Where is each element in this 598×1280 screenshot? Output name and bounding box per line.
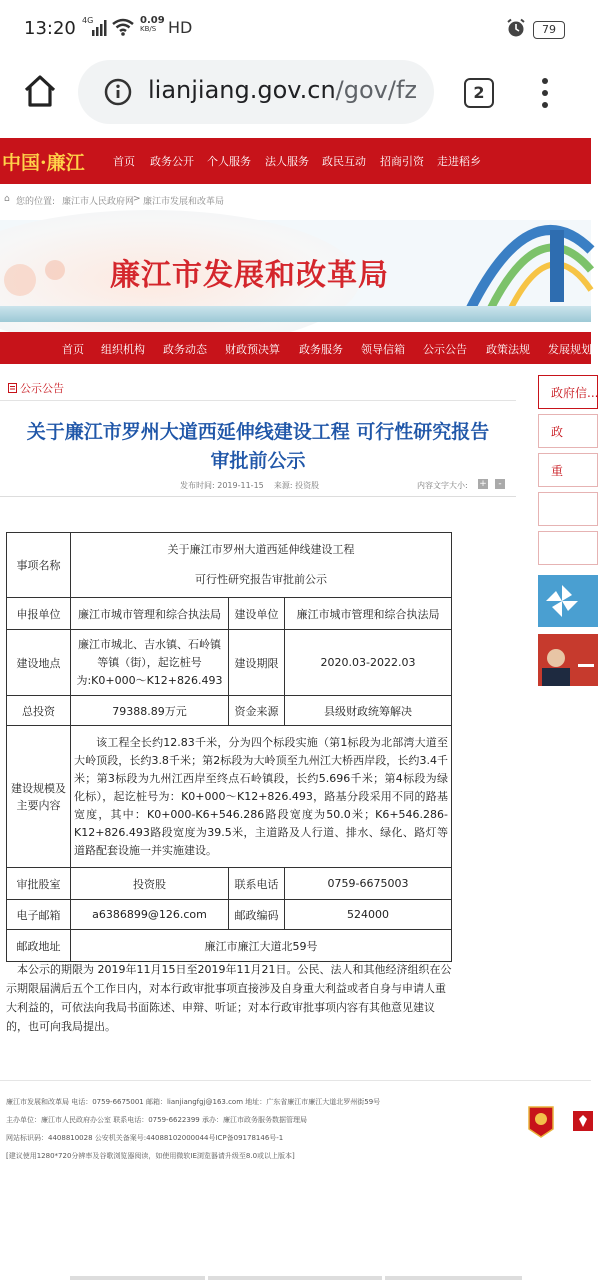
sidebar-item-gov-info[interactable]: 政府信...: [538, 375, 598, 409]
subnav-budget[interactable]: 财政预决算: [225, 343, 280, 356]
topnav-investment[interactable]: 招商引资: [380, 155, 424, 168]
subnav-home[interactable]: 首页: [62, 343, 84, 356]
table-row: [7, 533, 452, 598]
table-cell-value: 2020.03-2022.03: [285, 630, 452, 696]
table-row: [7, 900, 452, 930]
table-cell-value: 县级财政统筹解决: [285, 696, 452, 726]
site-info-icon[interactable]: [104, 78, 132, 106]
divider: [0, 496, 516, 497]
section-header: [0, 376, 516, 401]
table-cell-value: 0759-6675003: [285, 868, 452, 900]
table-row: [7, 868, 452, 900]
table-row: [7, 726, 452, 868]
footer-contact: 廉江市发展和改革局 电话：0759-6675001 邮箱：lianjiangfgj@163.com 地址：广东省廉江市廉江大道北罗州街59号: [6, 1098, 381, 1106]
gov-error-report-icon[interactable]: [573, 1107, 593, 1135]
status-bar: [0, 0, 591, 60]
url-text[interactable]: lianjiang.gov.cn/gov/fz: [148, 76, 418, 104]
wifi-icon: [112, 18, 134, 36]
net-speed: 0.09 KB/S: [140, 15, 165, 33]
topnav-corporate-services[interactable]: 法人服务: [265, 155, 309, 168]
site-logo[interactable]: 中国·廉江: [2, 152, 85, 174]
footer-registration: 网站标识码：4408810028 公安机关备案号:44088102000044号ICP备09178146号-1: [6, 1134, 284, 1142]
more-menu-icon[interactable]: [538, 76, 552, 110]
subnav-notices[interactable]: 公示公告: [423, 343, 467, 356]
address-bar[interactable]: [78, 60, 434, 124]
browser-toolbar: [0, 60, 591, 128]
topnav-gov-affairs[interactable]: 政务公开: [150, 155, 194, 168]
pinwheel-icon: [538, 575, 598, 627]
sidebar-banner-image[interactable]: [538, 575, 598, 627]
section-title[interactable]: 公示公告: [20, 382, 64, 395]
table-row: [7, 598, 452, 630]
hd-indicator: HD: [168, 18, 193, 37]
table-cell-value: 廉江市城市管理和综合执法局: [71, 598, 229, 630]
table-cell-label: 事项名称: [7, 533, 71, 598]
table-cell-label: 资金来源: [229, 696, 285, 726]
font-size-label: 内容文字大小:: [417, 481, 468, 490]
home-icon[interactable]: [22, 73, 58, 109]
battery-indicator: 79: [533, 21, 565, 39]
table-cell-label: 建设单位: [229, 598, 285, 630]
footer-browser-note: [建议使用1280*720分辨率及谷歌浏览器阅读，如使用微软IE浏览器请升级至8.0或以上版本]: [6, 1152, 295, 1160]
table-cell-label: 建设地点: [7, 630, 71, 696]
sidebar-item-4[interactable]: [538, 492, 598, 526]
publish-info: 发布时间: 2019-11-15 来源: 投资股: [180, 481, 320, 490]
network-type: 4G: [82, 16, 94, 25]
location-icon: ⌂: [4, 194, 10, 204]
subnav-news[interactable]: 政务动态: [163, 343, 207, 356]
table-cell-label: 邮政编码: [229, 900, 285, 930]
footer-sponsor: 主办单位：廉江市人民政府办公室 联系电话：0759-6622399 承办：廉江市政务服务数据管理局: [6, 1116, 307, 1124]
subnav-policies[interactable]: 政策法规: [486, 343, 530, 356]
topnav-about[interactable]: 走进稻乡: [437, 155, 481, 168]
site-top-nav: [0, 138, 591, 184]
table-cell-label: 建设期限: [229, 630, 285, 696]
subnav-services[interactable]: 政务服务: [299, 343, 343, 356]
font-decrease-button[interactable]: -: [495, 479, 505, 489]
table-cell-value: a6386899@126.com: [71, 900, 229, 930]
project-info-table: [6, 532, 452, 962]
table-cell-label: 总投资: [7, 696, 71, 726]
table-cell-value: 廉江市廉江大道北59号: [71, 930, 452, 962]
table-cell-label: 邮政地址: [7, 930, 71, 962]
sidebar-item-5[interactable]: [538, 531, 598, 565]
table-cell-value: 关于廉江市罗州大道西延伸线建设工程 可行性研究报告审批前公示: [71, 533, 452, 598]
breadcrumb-link-portal[interactable]: 廉江市人民政府网: [62, 197, 135, 207]
banner-water: [0, 306, 591, 322]
table-cell-value: 廉江市城北、吉水镇、石岭镇等镇（街），起讫桩号为:K0+000～K12+826.493: [71, 630, 229, 696]
breadcrumb-link-bureau[interactable]: 廉江市发展和改革局: [143, 197, 225, 207]
bureau-nav: [0, 332, 591, 364]
gesture-bar: [70, 1276, 522, 1280]
banner-landmark-decoration: [460, 220, 591, 310]
table-cell-label: 建设规模及主要内容: [7, 726, 71, 868]
topnav-personal-services[interactable]: 个人服务: [207, 155, 251, 168]
signal-icon: [92, 20, 106, 36]
table-cell-value: 廉江市城市管理和综合执法局: [285, 598, 452, 630]
sidebar-item-3[interactable]: 重: [538, 453, 598, 487]
banner-flower-decoration: [0, 240, 120, 310]
topnav-interaction[interactable]: 政民互动: [322, 155, 366, 168]
breadcrumb: [0, 192, 591, 210]
clock: 13:20: [24, 18, 76, 39]
party-emblem-icon[interactable]: [527, 1105, 555, 1139]
sidebar-item-2[interactable]: 政: [538, 414, 598, 448]
topnav-home[interactable]: 首页: [113, 155, 135, 168]
table-row: [7, 630, 452, 696]
table-cell-label: 审批股室: [7, 868, 71, 900]
article-meta: [0, 478, 516, 492]
subnav-planning[interactable]: 发展规划: [548, 343, 592, 356]
sidebar-photo-banner[interactable]: [538, 634, 598, 686]
banner-title: 廉江市发展和改革局: [110, 258, 389, 293]
table-row: [7, 696, 452, 726]
table-cell-label: 联系电话: [229, 868, 285, 900]
portrait-image: [538, 634, 598, 686]
breadcrumb-label: 您的位置:: [16, 197, 56, 207]
article-title: 关于廉江市罗州大道西延伸线建设工程 可行性研究报告 审批前公示: [26, 421, 490, 472]
table-cell-value: 该工程全长约12.83千米，分为四个标段实施（第1标段为北部湾大道至大岭顶段，长约3.8千米；第2标段为大岭顶至九州江大桥西岸段，长约3.4千米；第3标段为九州江西岸至终点石岭镇段，长约5.696千米；第4标段为绿化标），起讫桩号为：K0+000～K12+826.493，路基分段采用不同的路基宽度，其中：K0+000-K6+546.286路段宽度为50.0米；K6+546.286-K12+826.493路段宽度为39.5米，主道路及人行道、排水、绿化、路灯等道路配套设施一并实施建设。: [71, 726, 452, 868]
notice-body-text: 本公示的期限为 2019年11月15日至2019年11月21日。公民、法人和其他经济组织在公示期限届满后五个工作日内，对本行政审批事项直接涉及自身重大利益或者自身与申请人重大利益的，可依法向我局书面陈述、申辩、听证；对本行政审批事项内容有其他意见建议的，也可向我局提出。: [6, 963, 452, 1033]
table-cell-value: 79388.89万元: [71, 696, 229, 726]
table-cell-value: 投资股: [71, 868, 229, 900]
font-increase-button[interactable]: +: [479, 479, 487, 489]
notice-icon: [8, 383, 17, 393]
subnav-organization[interactable]: 组织机构: [101, 343, 145, 356]
banner: [0, 220, 591, 322]
alarm-icon: [506, 18, 526, 38]
breadcrumb-separator: >: [133, 194, 141, 204]
subnav-mailbox[interactable]: 领导信箱: [361, 343, 405, 356]
table-cell-label: 电子邮箱: [7, 900, 71, 930]
tab-switcher-button[interactable]: 2: [464, 78, 494, 108]
table-cell-label: 申报单位: [7, 598, 71, 630]
table-row: [7, 930, 452, 962]
table-cell-value: 524000: [285, 900, 452, 930]
footer: [0, 1080, 591, 1171]
